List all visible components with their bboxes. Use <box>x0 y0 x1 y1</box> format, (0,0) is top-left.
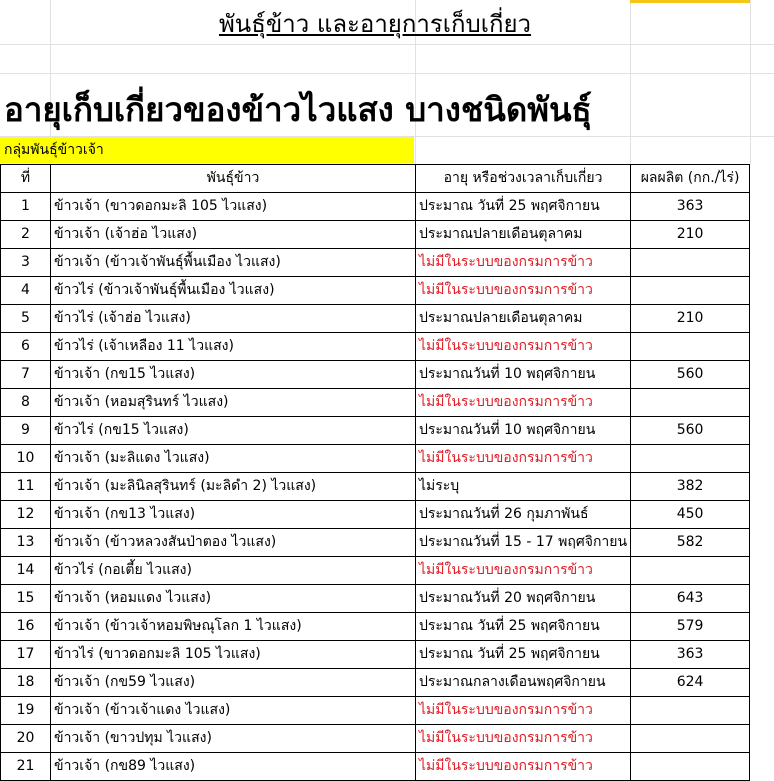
cell-no[interactable]: 14 <box>1 557 51 585</box>
table-row <box>1 669 750 697</box>
table-row <box>1 305 750 333</box>
cell-harvest[interactable]: ประมาณวันที่ 10 พฤศจิกายน <box>416 361 631 389</box>
cell-no[interactable]: 13 <box>1 529 51 557</box>
cell-variety[interactable]: ข้าวไร่ (กอเตี้ย ไวแสง) <box>51 557 416 585</box>
cell-harvest[interactable]: ประมาณวันที่ 10 พฤศจิกายน <box>416 417 631 445</box>
cell-yield[interactable]: 643 <box>631 585 750 613</box>
cell-yield[interactable]: 624 <box>631 669 750 697</box>
cell-variety[interactable]: ข้าวเจ้า (กข89 ไวแสง) <box>51 753 416 781</box>
cell-no[interactable]: 15 <box>1 585 51 613</box>
table-header-row <box>1 165 750 193</box>
cell-no[interactable]: 18 <box>1 669 51 697</box>
cell-no[interactable]: 2 <box>1 221 51 249</box>
cell-variety[interactable]: ข้าวไร่ (เจ้าฮ่อ ไวแสง) <box>51 305 416 333</box>
cell-harvest[interactable]: ไม่มีในระบบของกรมการข้าว <box>416 389 631 417</box>
cell-yield[interactable]: 560 <box>631 417 750 445</box>
header-yield[interactable]: ผลผลิต (กก./ไร่) <box>631 165 750 193</box>
table-body <box>1 193 750 781</box>
cell-no[interactable]: 1 <box>1 193 51 221</box>
table-row <box>1 585 750 613</box>
cell-harvest[interactable]: ประมาณวันที่ 15 - 17 พฤศจิกายน <box>416 529 631 557</box>
cell-variety[interactable]: ข้าวเจ้า (ขาวปทุม ไวแสง) <box>51 725 416 753</box>
cell-variety[interactable]: ข้าวเจ้า (เจ้าฮ่อ ไวแสง) <box>51 221 416 249</box>
cell-harvest[interactable]: ประมาณ วันที่ 25 พฤศจิกายน <box>416 193 631 221</box>
table-row <box>1 389 750 417</box>
cell-harvest[interactable]: ประมาณ วันที่ 25 พฤศจิกายน <box>416 613 631 641</box>
sheet-title[interactable]: พันธุ์ข้าว และอายุการเก็บเกี่ยว <box>218 10 532 38</box>
table-row <box>1 501 750 529</box>
cell-variety[interactable]: ข้าวเจ้า (ข้าวเจ้าหอมพิษณุโลก 1 ไวแสง) <box>51 613 416 641</box>
cell-harvest[interactable]: ประมาณปลายเดือนตุลาคม <box>416 305 631 333</box>
gridline <box>0 73 774 74</box>
cell-yield[interactable] <box>631 249 750 277</box>
cell-yield[interactable] <box>631 277 750 305</box>
cell-harvest[interactable]: ไม่มีในระบบของกรมการข้าว <box>416 753 631 781</box>
table-row <box>1 753 750 781</box>
cell-harvest[interactable]: ประมาณวันที่ 26 กุมภาพันธ์ <box>416 501 631 529</box>
cell-variety[interactable]: ข้าวเจ้า (กข59 ไวแสง) <box>51 669 416 697</box>
header-harvest[interactable]: อายุ หรือช่วงเวลาเก็บเกี่ยว <box>416 165 631 193</box>
cell-yield[interactable]: 382 <box>631 473 750 501</box>
cell-variety[interactable]: ข้าวไร่ (กข15 ไวแสง) <box>51 417 416 445</box>
cell-variety[interactable]: ข้าวไร่ (ขาวดอกมะลิ 105 ไวแสง) <box>51 641 416 669</box>
cell-harvest[interactable]: ไม่มีในระบบของกรมการข้าว <box>416 725 631 753</box>
cell-no[interactable]: 8 <box>1 389 51 417</box>
table-row <box>1 333 750 361</box>
cell-no[interactable]: 19 <box>1 697 51 725</box>
table-row <box>1 445 750 473</box>
cell-no[interactable]: 4 <box>1 277 51 305</box>
cell-harvest[interactable]: ประมาณกลางเดือนพฤศจิกายน <box>416 669 631 697</box>
cell-yield[interactable]: 363 <box>631 641 750 669</box>
cell-yield[interactable]: 210 <box>631 305 750 333</box>
cell-harvest[interactable]: ไม่มีในระบบของกรมการข้าว <box>416 333 631 361</box>
table-row <box>1 417 750 445</box>
cell-variety[interactable]: ข้าวไร่ (ข้าวเจ้าพันธุ์พื้นเมือง ไวแสง) <box>51 277 416 305</box>
cell-harvest[interactable]: ไม่ระบุ <box>416 473 631 501</box>
cell-harvest[interactable]: ไม่มีในระบบของกรมการข้าว <box>416 249 631 277</box>
cell-variety[interactable]: ข้าวเจ้า (กข15 ไวแสง) <box>51 361 416 389</box>
cell-no[interactable]: 5 <box>1 305 51 333</box>
cell-yield[interactable] <box>631 557 750 585</box>
cell-variety[interactable]: ข้าวเจ้า (ข้าวเจ้าพันธุ์พื้นเมือง ไวแสง) <box>51 249 416 277</box>
cell-yield[interactable]: 450 <box>631 501 750 529</box>
cell-yield[interactable]: 560 <box>631 361 750 389</box>
cell-no[interactable]: 20 <box>1 725 51 753</box>
cell-no[interactable]: 12 <box>1 501 51 529</box>
cell-no[interactable]: 17 <box>1 641 51 669</box>
table-row <box>1 557 750 585</box>
cell-variety[interactable]: ข้าวเจ้า (หอมสุรินทร์ ไวแสง) <box>51 389 416 417</box>
table-row <box>1 277 750 305</box>
cell-harvest[interactable]: ไม่มีในระบบของกรมการข้าว <box>416 557 631 585</box>
table-row <box>1 529 750 557</box>
cell-yield[interactable] <box>631 389 750 417</box>
sheet-heading[interactable]: อายุเก็บเกี่ยวของข้าวไวแสง บางชนิดพันธุ์ <box>4 90 592 129</box>
cell-variety[interactable]: ข้าวเจ้า (หอมแดง ไวแสง) <box>51 585 416 613</box>
group-label-cell[interactable]: กลุ่มพันธุ์ข้าวเจ้า <box>0 137 414 163</box>
cell-yield[interactable] <box>631 725 750 753</box>
cell-variety[interactable]: ข้าวเจ้า (ขาวดอกมะลิ 105 ไวแสง) <box>51 193 416 221</box>
cell-yield[interactable] <box>631 445 750 473</box>
cell-no[interactable]: 21 <box>1 753 51 781</box>
table-row <box>1 221 750 249</box>
cell-no[interactable]: 3 <box>1 249 51 277</box>
table-row <box>1 193 750 221</box>
cell-variety[interactable]: ข้าวไร่ (เจ้าเหลือง 11 ไวแสง) <box>51 333 416 361</box>
cell-no[interactable]: 6 <box>1 333 51 361</box>
cell-harvest[interactable]: ประมาณวันที่ 20 พฤศจิกายน <box>416 585 631 613</box>
cell-no[interactable]: 16 <box>1 613 51 641</box>
cell-no[interactable]: 10 <box>1 445 51 473</box>
cell-yield[interactable]: 210 <box>631 221 750 249</box>
cell-fill-mark <box>630 0 750 3</box>
cell-yield[interactable] <box>631 333 750 361</box>
cell-variety[interactable]: ข้าวเจ้า (กข13 ไวแสง) <box>51 501 416 529</box>
cell-variety[interactable]: ข้าวเจ้า (ข้าวเจ้าแดง ไวแสง) <box>51 697 416 725</box>
gridline <box>750 0 751 164</box>
rice-variety-table <box>0 164 750 781</box>
cell-harvest[interactable]: ไม่มีในระบบของกรมการข้าว <box>416 697 631 725</box>
cell-harvest[interactable]: ไม่มีในระบบของกรมการข้าว <box>416 445 631 473</box>
cell-harvest[interactable]: ประมาณ วันที่ 25 พฤศจิกายน <box>416 641 631 669</box>
cell-no[interactable]: 11 <box>1 473 51 501</box>
table-row <box>1 725 750 753</box>
cell-variety[interactable]: ข้าวเจ้า (มะลิแดง ไวแสง) <box>51 445 416 473</box>
cell-yield[interactable]: 582 <box>631 529 750 557</box>
table-row <box>1 473 750 501</box>
header-variety[interactable]: พันธุ์ข้าว <box>51 165 416 193</box>
header-no[interactable]: ที่ <box>1 165 51 193</box>
gridline <box>0 44 774 45</box>
cell-no[interactable]: 9 <box>1 417 51 445</box>
cell-yield[interactable] <box>631 697 750 725</box>
cell-variety[interactable]: ข้าวเจ้า (ข้าวหลวงสันป่าตอง ไวแสง) <box>51 529 416 557</box>
table-row <box>1 613 750 641</box>
table-row <box>1 697 750 725</box>
cell-harvest[interactable]: ไม่มีในระบบของกรมการข้าว <box>416 277 631 305</box>
cell-harvest[interactable]: ประมาณปลายเดือนตุลาคม <box>416 221 631 249</box>
table-row <box>1 641 750 669</box>
cell-yield[interactable]: 579 <box>631 613 750 641</box>
table-row <box>1 361 750 389</box>
cell-yield[interactable]: 363 <box>631 193 750 221</box>
cell-variety[interactable]: ข้าวเจ้า (มะลินิลสุรินทร์ (มะลิดำ 2) ไวแสง) <box>51 473 416 501</box>
cell-no[interactable]: 7 <box>1 361 51 389</box>
cell-yield[interactable] <box>631 753 750 781</box>
table-row <box>1 249 750 277</box>
